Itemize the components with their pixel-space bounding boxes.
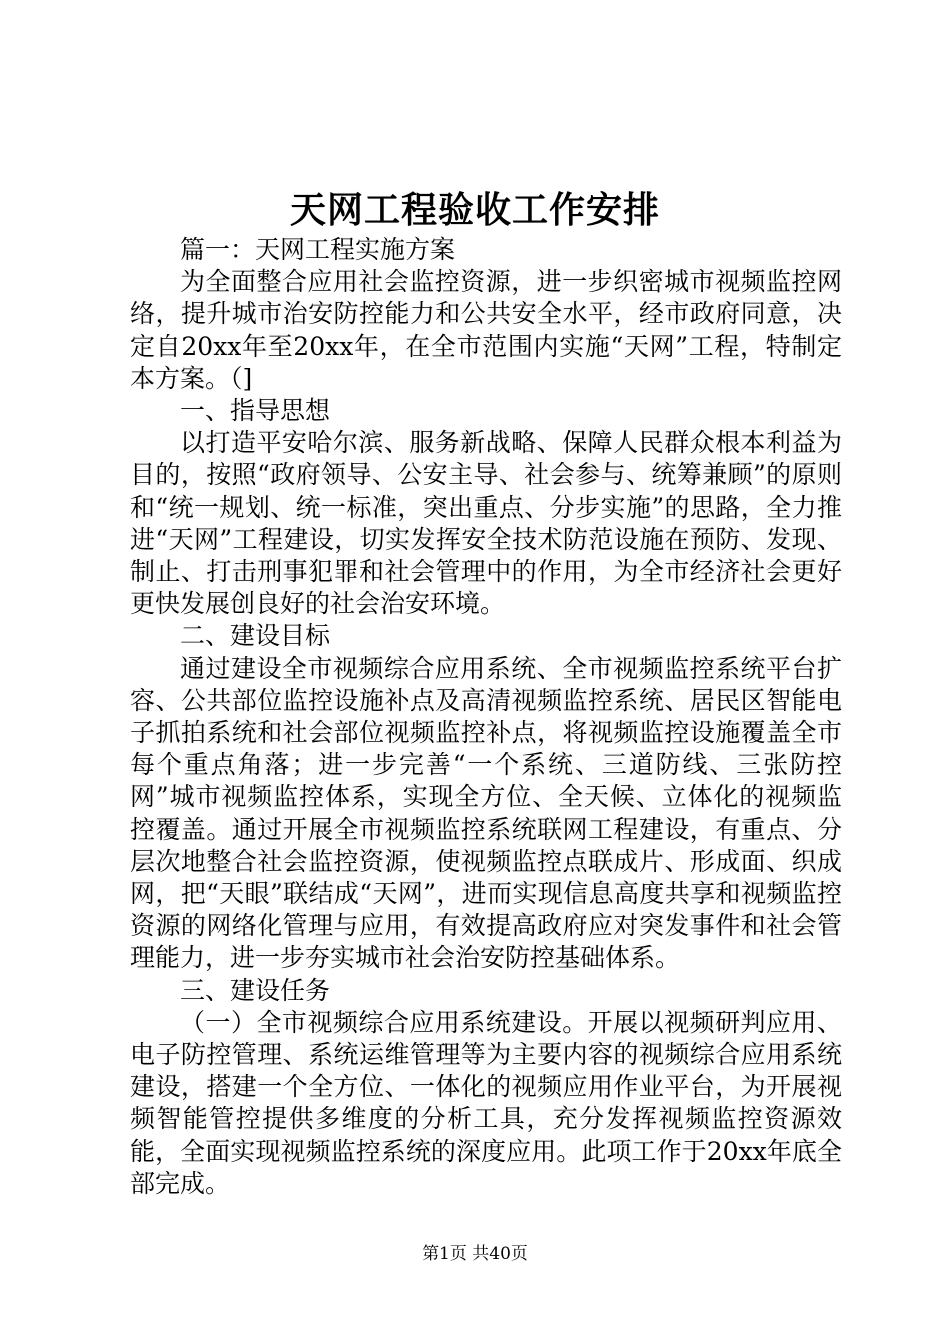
page-footer: 第1页 共40页: [422, 1244, 528, 1264]
section-heading-guiding-ideology: 一、指导思想: [180, 396, 331, 426]
section-heading-construction-goals: 二、建设目标: [180, 621, 331, 651]
section-heading-construction-tasks: 三、建设任务: [180, 975, 331, 1005]
document-title: 天网工程验收工作安排: [289, 189, 660, 231]
section-heading-part-one: 篇一：天网工程实施方案: [180, 235, 456, 264]
guiding-ideology-paragraph: 以打造平安哈尔滨、服务新战略、保障人民群众根本利益为目的，按照“政府领导、公安主导、社会参与、统筹兼顾”的原则和“统一规划、统一标准，突出重点、分步实施”的思路，全力推进“天网”工程建设，切实发挥安全技术防范设施在预防、发现、制止、打击刑事犯罪和社会管理中的作用，为全市经济社会更好更快发展创良好的社会治安环境。: [130, 428, 842, 619]
intro-paragraph: 为全面整合应用社会监控资源，进一步织密城市视频监控网络，提升城市治安防控能力和公共安全水平，经市政府同意，决定自20xx年至20xx年，在全市范围内实施“天网”工程，特制定本方案。（]: [130, 267, 842, 393]
construction-task-one-paragraph: （一）全市视频综合应用系统建设。开展以视频研判应用、电子防控管理、系统运维管理等为主要内容的视频综合应用系统建设，搭建一个全方位、一体化的视频应用作业平台，为开展视频智能管控提供多维度的分析工具，充分发挥视频监控资源效能，全面实现视频监控系统的深度应用。此项工作于20xx年底全部完成。: [130, 1007, 842, 1198]
construction-goals-paragraph: 通过建设全市视频综合应用系统、全市视频监控系统平台扩容、公共部位监控设施补点及高清视频监控系统、居民区智能电子抓拍系统和社会部位视频监控补点，将视频监控设施覆盖全市每个重点角落；进一步完善“一个系统、三道防线、三张防控网”城市视频监控体系，实现全方位、全天候、立体化的视频监控覆盖。通过开展全市视频监控系统联网工程建设，有重点、分层次地整合社会监控资源，使视频监控点联成片、形成面、织成网，把“天眼”联结成“天网”，进而实现信息高度共享和视频监控资源的网络化管理与应用，有效提高政府应对突发事件和社会管理能力，进一步夯实城市社会治安防控基础体系。: [130, 653, 842, 973]
document-body: [130, 234, 842, 1200]
